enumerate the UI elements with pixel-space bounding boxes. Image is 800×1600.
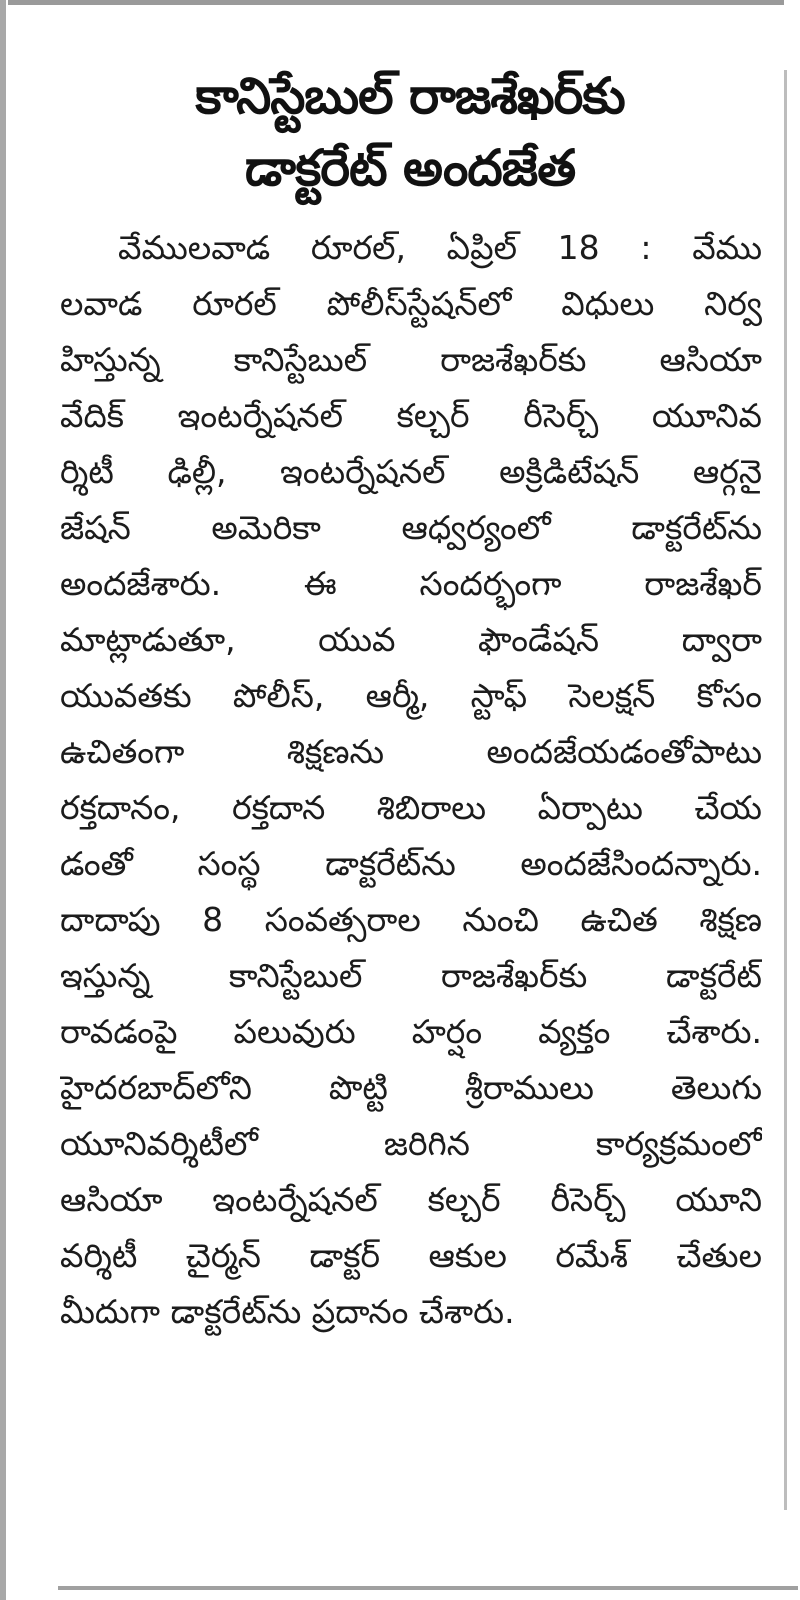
- body-line: జేషన్ అమెరికా ఆధ్వర్యంలో డాక్టరేట్‌ను: [60, 508, 762, 547]
- body-line: మాట్లాడుతూ, యువ ఫౌండేషన్ ద్వారా: [60, 620, 762, 659]
- headline-line-1: కానిస్టేబుల్ రాజశేఖర్‌కు: [195, 67, 625, 125]
- headline-line-2: డాక్టరేట్ అందజేత: [244, 139, 576, 197]
- body-line: డంతో సంస్థ డాక్టరేట్‌ను అందజేసిందన్నారు.: [60, 844, 762, 883]
- body-line: మీదుగా డాక్టరేట్‌ను ప్రదానం చేశారు.: [60, 1292, 515, 1331]
- body-line: యూనివర్శిటీలో జరిగిన కార్యక్రమంలో: [60, 1124, 762, 1163]
- column-rule: [784, 70, 787, 1510]
- body-line: వర్శిటీ చైర్మన్ డాక్టర్ ఆకుల రమేశ్ చేతుల: [60, 1236, 762, 1275]
- article-headline: [60, 60, 760, 204]
- body-line: లవాడ రూరల్ పోలీస్‌స్టేషన్‌లో విధులు నిర్వ: [60, 284, 762, 323]
- body-line: రావడంపై పలువురు హర్షం వ్యక్తం చేశారు.: [60, 1012, 762, 1051]
- body-line: ఉచితంగా శిక్షణను అందజేయడంతోపాటు: [60, 732, 762, 771]
- body-line: హైదరబాద్‌లోని పొట్టి శ్రీరాములు తెలుగు: [60, 1068, 762, 1107]
- left-border-rule: [0, 0, 6, 1600]
- body-line: ర్శిటీ ఢిల్లీ, ఇంటర్నేషనల్ అక్రిడిటేషన్ ఆర్గనై: [60, 452, 762, 491]
- bottom-border-rule: [58, 1586, 798, 1590]
- body-line: రక్తదానం, రక్తదాన శిబిరాలు ఏర్పాటు చేయ: [60, 788, 762, 827]
- body-line: ఆసియా ఇంటర్నేషనల్ కల్చర్ రీసెర్చ్ యూని: [60, 1180, 762, 1219]
- body-line: దాదాపు 8 సంవత్సరాల నుంచి ఉచిత శిక్షణ: [60, 900, 762, 939]
- body-line: ఇస్తున్న కానిస్టేబుల్ రాజశేఖర్‌కు డాక్టరేట్: [60, 956, 762, 995]
- body-line: యువతకు పోలీస్, ఆర్మీ, స్టాఫ్ సెలక్షన్ కోసం: [60, 676, 762, 715]
- top-border-rule: [8, 0, 784, 5]
- article-body: [60, 220, 762, 1340]
- body-line: వేదిక్ ఇంటర్నేషనల్ కల్చర్ రీసెర్చ్ యూనివ: [60, 396, 762, 435]
- body-line: అందజేశారు. ఈ సందర్భంగా రాజశేఖర్: [60, 564, 762, 603]
- body-line: వేములవాడ రూరల్, ఏప్రిల్ 18 : వేము: [118, 228, 762, 267]
- body-line: హిస్తున్న కానిస్టేబుల్ రాజశేఖర్‌కు ఆసియా: [60, 340, 762, 379]
